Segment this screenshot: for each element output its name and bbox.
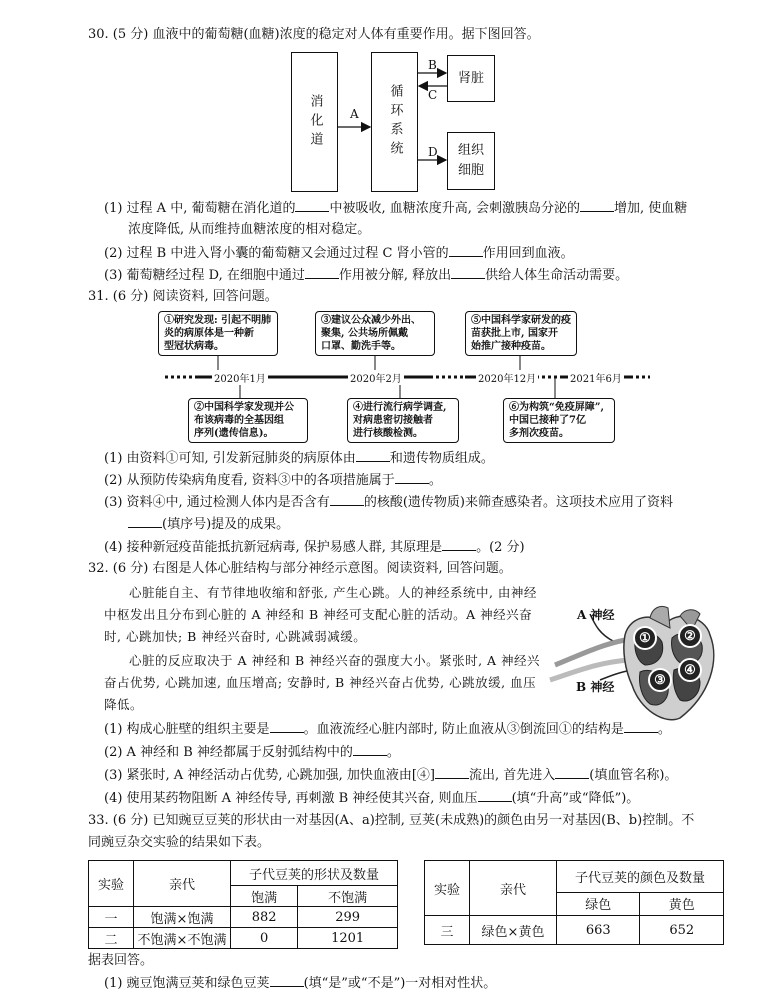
note-4: ④进行流行病学调查, 对病患密切接触者 进行核酸检测。 <box>347 398 459 443</box>
q31-sub2: (2) 从预防传染病角度看, 资料③中的各项措施属于 。 <box>104 473 442 488</box>
q30-stem: 30. (5 分) 血液中的葡萄糖(血糖)浓度的稳定对人体有重要作用。据下图回答。 <box>88 27 540 42</box>
note-2: ②中国科学家发现并公 布该病毒的全基因组 序列(遗传信息)。 <box>188 398 308 443</box>
q33-sub1: (1) 豌豆饱满豆荚和绿色豆荚 (填“是”或“不是”)一对相对性状。 <box>104 976 497 991</box>
box-digestive-tract: 消化道 <box>291 52 338 192</box>
q30-sub1-cont: 浓度降低, 从而维持血糖浓度的相对稳定。 <box>128 222 371 237</box>
t2-h-group: 子代豆荚的颜色及数量 <box>557 861 724 893</box>
date-1: 2020年1月 <box>212 370 268 385</box>
q31-sub4: (4) 接种新冠疫苗能抵抗新冠病毒, 保护易感人群, 其原理是 。(2 分) <box>104 540 525 555</box>
heart-drawing <box>540 600 730 725</box>
label-c: C <box>428 88 438 102</box>
t2-h-c1: 绿色 <box>557 892 640 915</box>
q31-sub3-cont: (填序号)提及的成果。 <box>128 515 289 534</box>
q30-sub2: (2) 过程 B 中进入肾小囊的葡萄糖又会通过过程 C 肾小管的 作用回到血液。 <box>104 246 574 261</box>
date-2: 2020年2月 <box>348 370 404 385</box>
note-1: ①研究发现: 引起不明肺 炎的病原体是一种新 型冠状病毒。 <box>158 311 278 356</box>
date-4: 2021年6月 <box>568 370 624 385</box>
q32-sub4: (4) 使用某药物阻断 A 神经传导, 再刺激 B 神经使其兴奋, 则血压 (填“升高”或“降低”)。 <box>104 791 640 806</box>
table-row: 三 绿色×黄色 663 652 <box>425 916 724 945</box>
label-a: A <box>350 107 359 121</box>
box-kidney: 肾脏 <box>447 55 495 102</box>
q33-stem-1: 33. (6 分) 已知豌豆豆荚的形状由一对基因(A、a)控制, 豆荚(未成熟)的颜色由另一对基因(B、b)控制。不 <box>88 813 695 828</box>
label-b: B <box>428 58 437 72</box>
tissue-label-2: 细胞 <box>457 163 484 178</box>
t1-h-exp: 实验 <box>89 861 134 907</box>
t1-h-c1: 饱满 <box>231 886 298 907</box>
mark-1: ① <box>633 626 657 650</box>
table-row: 二 不饱满×不饱满 0 1201 <box>89 928 398 949</box>
q31-sub1: (1) 由资料①可知, 引发新冠肺炎的病原体由 和遗传物质组成。 <box>104 451 494 466</box>
note-6: ⑥为构筑“免疫屏障”, 中国已接种了7亿 多剂次疫苗。 <box>503 398 615 443</box>
note-5: ⑤中国科学家研发的疫 苗获批上市, 国家开 始推广接种疫苗。 <box>465 311 577 356</box>
t1-h-group: 子代豆荚的形状及数量 <box>231 861 398 886</box>
q31-stem: 31. (6 分) 阅读资料, 回答问题。 <box>88 289 278 304</box>
q32-sub2: (2) A 神经和 B 神经都属于反射弧结构中的 。 <box>104 745 400 760</box>
mark-3: ③ <box>648 668 672 692</box>
q30-sub3: (3) 葡萄糖经过程 D, 在细胞中通过 作用被分解, 释放出 供给人体生命活动需要。 <box>104 268 629 283</box>
q32-sub1: (1) 构成心脏壁的组织主要是 。血液流经心脏内部时, 防止血液从③倒流回①的结构是 。 <box>104 722 671 737</box>
box-circulatory-system: 循环系统 <box>371 52 418 192</box>
q33-stem-2: 同豌豆杂交实验的结果如下表。 <box>88 835 271 850</box>
q32-passage-2: 心脏的反应取决于 A 神经和 B 神经兴奋的强度大小。紧张时, A 神经兴奋占优势, 心跳加速, 血压增高; 安静时, B 神经兴奋占优势, 心跳放缓, 血压降低。 <box>104 653 541 712</box>
mark-2: ② <box>678 624 702 648</box>
q32-sub3: (3) 紧张时, A 神经活动占优势, 心跳加强, 加快血液由[④] 流出, 首先进入 (填血管名称)。 <box>104 768 678 783</box>
q31-sub3: (3) 资料④中, 通过检测人体内是否含有 的核酸(遗传物质)来筛查感染者。这项技术应用了资料 <box>104 495 673 510</box>
table-row: 一 饱满×饱满 882 299 <box>89 907 398 928</box>
label-d: D <box>428 145 438 159</box>
q32-passage-1: 心脏能自主、有节律地收缩和舒张, 产生心跳。人的神经系统中, 由神经中枢发出且分布到心脏的 A 神经和 B 神经可支配心脏的活动。A 神经兴奋时, 心跳加快; B 神经兴奋时, 心跳减弱减缓。 <box>104 585 537 644</box>
mark-4: ④ <box>678 658 702 682</box>
t2-h-c2: 黄色 <box>640 892 724 915</box>
t2-h-parent: 亲代 <box>470 861 557 916</box>
t1-h-parent: 亲代 <box>134 861 231 907</box>
t1-h-c2: 不饱满 <box>298 886 398 907</box>
table-color <box>424 860 724 945</box>
date-3: 2020年12月 <box>476 370 538 385</box>
note-3: ③建议公众减少外出、 聚集, 公共场所佩戴 口罩、勤洗手等。 <box>315 311 435 356</box>
label-nerve-a: A 神经 <box>577 608 615 622</box>
q33-after: 据表回答。 <box>88 953 154 968</box>
q30-sub1: (1) 过程 A 中, 葡萄糖在消化道的 中被吸收, 血糖浓度升高, 会刺激胰岛分泌的 增加, 使血糖 <box>104 201 688 216</box>
label-nerve-b: B 神经 <box>576 680 615 694</box>
t2-h-exp: 实验 <box>425 861 470 916</box>
q32-stem: 32. (6 分) 右图是人体心脏结构与部分神经示意图。阅读资料, 回答问题。 <box>88 561 512 576</box>
table-shape <box>88 860 398 949</box>
tissue-label-1: 组织 <box>457 143 484 158</box>
q30-arrows <box>0 0 772 220</box>
